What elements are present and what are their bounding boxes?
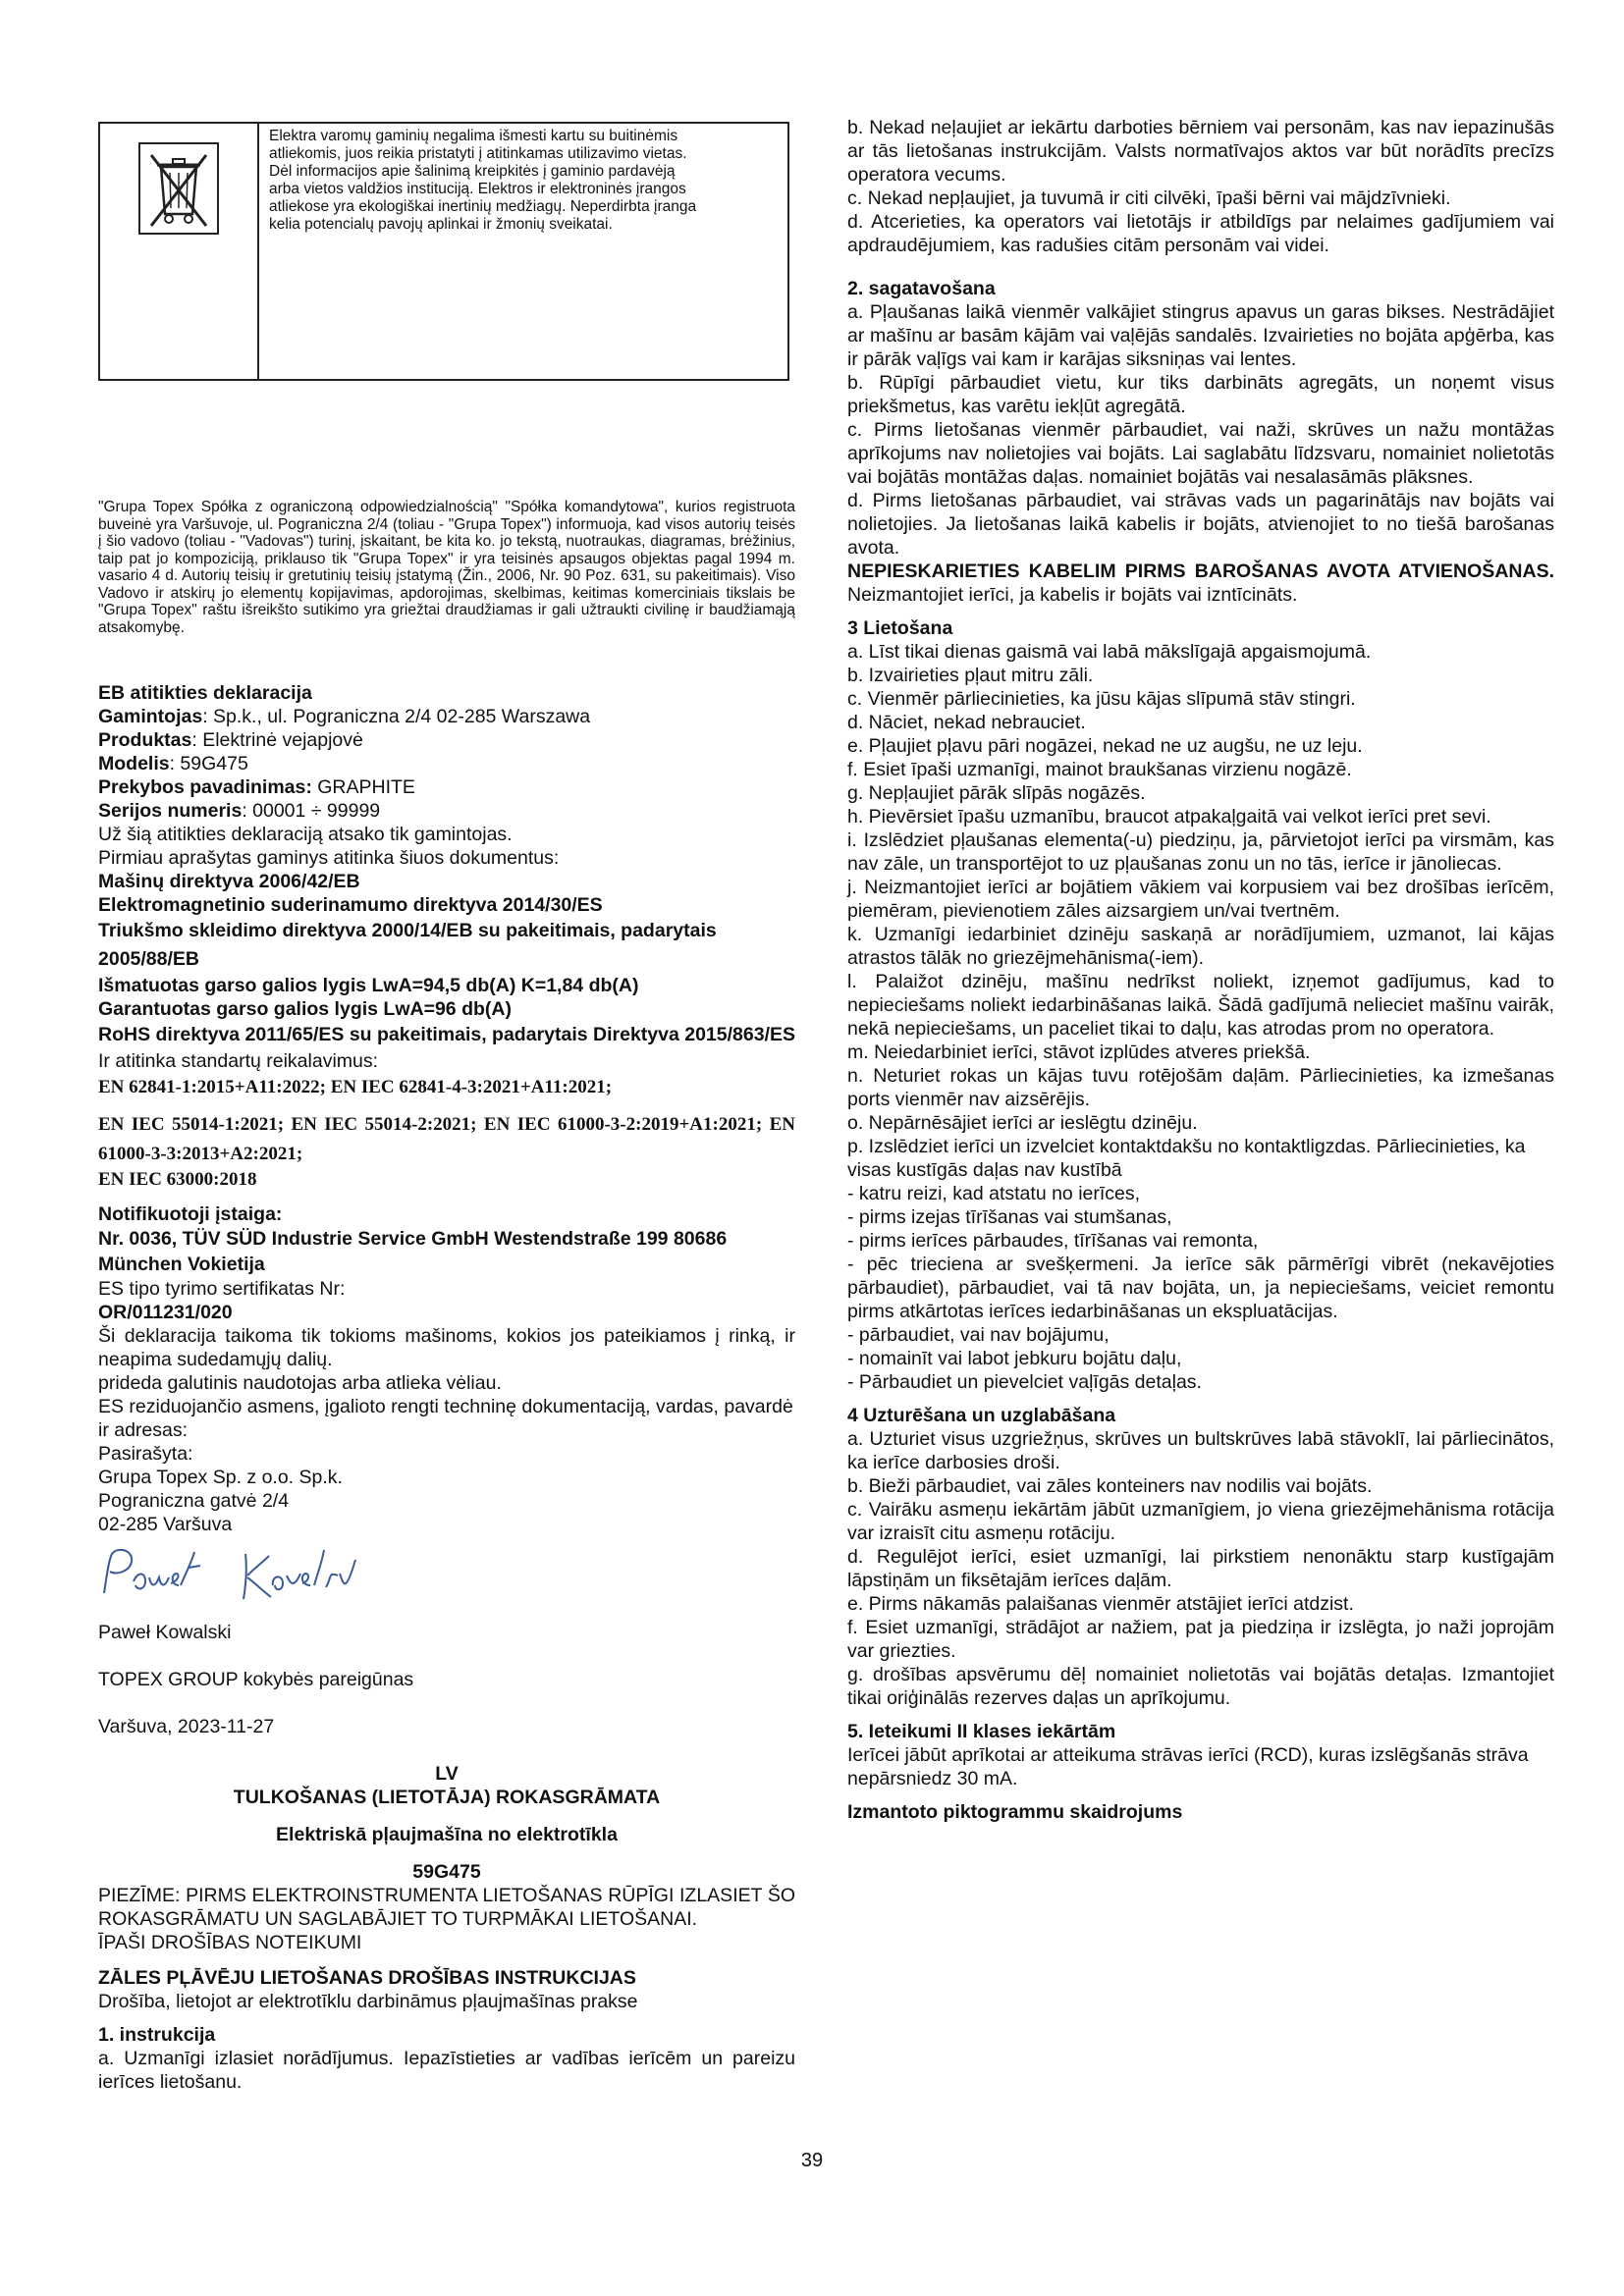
declaration-date: Varšuva, 2023-11-27 xyxy=(98,1716,275,1737)
section-3-item: e. Pļaujiet pļavu pāri nogāzei, nekad ne uz augšu, ne uz leju. xyxy=(847,735,1363,757)
directive-rohs: RoHS direktyva 2011/65/ES su pakeitimais, padarytais Direktyva 2015/863/ES xyxy=(98,1024,795,1045)
weee-line: atliekose yra ekologiškai inertinių medžiagų. Neperdirbta įranga xyxy=(269,198,697,215)
signed-label: Pasirašyta: xyxy=(98,1443,193,1465)
safety-subheading: Drošība, lietojot ar elektrotīklu darbināmus pļaujmašīnas prakse xyxy=(98,1991,638,2012)
section-1-item-b: b. Nekad neļaujiet ar iekārtu darboties bērniem vai personām, kas nav iepazinušās ar tās lietošanas instrukcijām. Valsts normatīvajos aktos var būt norādīts precīzs operatora vecums. xyxy=(847,117,1554,186)
weee-line: atliekomis, juos reikia pristatyti į atitinkamas utilizavimo vietas. xyxy=(269,145,687,162)
section-3-heading: 3 Lietošana xyxy=(847,617,953,639)
weee-line: Dėl informacijos apie šalinimą kreipkitės į gaminio pardavėją xyxy=(269,163,676,180)
weee-notice-text xyxy=(259,124,787,379)
section-3-bullet: - katru reizi, kad atstatu no ierīces, xyxy=(847,1183,1141,1204)
section-1-item-a: a. Uzmanīgi izlasiet norādījumus. Iepazīstieties ar vadības ierīcēm un pareizu ierīces lietošanu. xyxy=(98,2048,795,2093)
crossed-out-bin-icon xyxy=(100,124,259,379)
section-3-item: a. Līst tikai dienas gaismā vai labā mākslīgajā apgaismojumā. xyxy=(847,641,1372,663)
section-3-item: d. Nāciet, nekad nebrauciet. xyxy=(847,712,1086,733)
signer-role: TOPEX GROUP kokybės pareigūnas xyxy=(98,1669,414,1690)
address-line: Grupa Topex Sp. z o.o. Sp.k. xyxy=(98,1467,343,1488)
manual-title: TULKOŠANAS (LIETOTĀJA) ROKASGRĀMATA xyxy=(233,1787,661,1808)
pictogram-heading: Izmantoto piktogrammu skaidrojums xyxy=(847,1801,1183,1823)
section-3-item: j. Neizmantojiet ierīci ar bojātiem vākiem vai korpusiem vai bez drošības ierīcēm, piemēram, pievienotiem zāles aizsargiem un/vai tvertnēm. xyxy=(847,877,1554,922)
cable-warning-bold: NEPIESKARIETIES KABELIM PIRMS BAROŠANAS AVOTA ATVIENOŠANAS. xyxy=(847,561,1554,582)
notified-body: Nr. 0036, TÜV SÜD Industrie Service GmbH Westendstraße 199 80686 München Vokietija xyxy=(98,1228,728,1275)
copyright-notice: "Grupa Topex Spółka z ograniczoną odpowiedzialnością" "Spółka komandytowa", kurios registruota buveinė yra Varšuvoje, ul. Pograniczna 2/4 (toliau - "Grupa Topex") informuoja, kad visos autorių teisės į šio vadovo (toliau - "Vadovas") turinį, įskaitant, be kita ko. jo tekstą, nuotraukas, diagramas, brėžinius, taip pat jo kompoziciją, priklauso tik "Grupa Topex" ir yra teisinės apsaugos objektas pagal 1994 m. vasario 4 d. Autorių teisių ir gretutinių teisių įstatymą (Žin., 2006, Nr. 90 Poz. 631, su pakeitimais). Viso Vadovo ir atskirų jo elementų kopijavimas, apdorojimas, skelbimas, keitimas komerciniais tikslais be "Grupa Topex" raštu išreikšto sutikimo yra griežtai draudžiamas ir gali užtraukti civilinę ir baudžiamąją atsakomybę. xyxy=(98,499,795,636)
standards-list-2: EN IEC 55014-1:2021; EN IEC 55014-2:2021; EN IEC 61000-3-2:2019+A1:2021; EN 61000-3-3:2013+A2:2021; xyxy=(98,1114,795,1164)
handwritten-signature xyxy=(98,1542,795,1611)
section-3-bullet: - Pārbaudiet un pievelciet vaļīgās detaļas. xyxy=(847,1371,1202,1393)
section-2-item-c: c. Pirms lietošanas vienmēr pārbaudiet, vai naži, skrūves un nažu montāžas aprīkojums nav nolietojies vai bojāts. Lai saglabātu līdzsvaru, nomainiet nolietotās vai bojātās montāžas daļas. nomainiet bojātās vai nesalasāmās plāksnes. xyxy=(847,419,1554,488)
serial-line xyxy=(98,799,795,823)
section-4-item: g. drošības apsvērumu dēļ nomainiet nolietotās vai bojātās detaļas. Izmantojiet tikai oriģinālās rezerves daļas un aprīkojumu. xyxy=(847,1664,1554,1709)
section-3-item: f. Esiet īpaši uzmanīgi, mainot braukšanas virzienu nogāzē. xyxy=(847,759,1352,780)
trade-name-label: Prekybos pavadinimas: xyxy=(98,776,312,798)
section-4-heading: 4 Uzturēšana un uzglabāšana xyxy=(847,1405,1116,1426)
section-3-item: i. Izslēdziet pļaušanas elementa(-u) piedziņu, ja, pārvietojot ierīci pa virsmām, kas nav zāle, un transportējot to uz pļaušanas zonu un no tās, ierīce ir jānoliecas. xyxy=(847,829,1554,875)
manual-subtitle: Elektriskā pļaujmašīna no elektrotīkla xyxy=(276,1824,618,1845)
section-1-item-c: c. Nekad nepļaujiet, ja tuvumā ir citi cilvēki, īpaši bērni vai mājdzīvnieki. xyxy=(847,187,1451,209)
standards-list-3: EN IEC 63000:2018 xyxy=(98,1169,257,1190)
product-line xyxy=(98,728,795,752)
address-line: Pograniczna gatvė 2/4 xyxy=(98,1490,290,1512)
section-2-item-d: d. Pirms lietošanas pārbaudiet, vai strāvas vads un pagarinātājs nav bojāts vai nolietojies. Ja lietošanas laikā kabelis ir bojāts, atvienojiet to no tiešā barošanas avota. xyxy=(847,490,1554,559)
directive-emc: Elektromagnetinio suderinamumo direktyva 2014/30/ES xyxy=(98,894,603,916)
directive-noise: Triukšmo skleidimo direktyva 2000/14/EB su pakeitimais, padarytais 2005/88/EB xyxy=(98,920,717,970)
serial-label: Serijos numeris xyxy=(98,800,243,822)
section-1-heading: 1. instrukcija xyxy=(98,2024,216,2046)
section-1-item-d: d. Atcerieties, ka operators vai lietotājs ir atbildīgs par nelaimes gadījumiem vai apdraudējumiem, kas radušies citām personām vai videi. xyxy=(847,211,1554,256)
section-4-item: f. Esiet uzmanīgi, strādājot ar nažiem, pat ja piedziņa ir izslēgta, jo naži joprojām var griezties. xyxy=(847,1617,1554,1662)
safety-heading: ZĀLES PĻĀVĒJU LIETOŠANAS DROŠĪBAS INSTRUKCIJAS xyxy=(98,1967,636,1989)
section-3-item: k. Uzmanīgi iedarbiniet dzinēju saskaņā ar norādījumiem, uzmanot, lai kājas atrastos tālāk no griezējmehānisma(-iem). xyxy=(847,924,1554,969)
section-5-heading: 5. Ieteikumi II klases iekārtām xyxy=(847,1721,1116,1742)
section-4-item: d. Regulējot ierīci, esiet uzmanīgi, lai pirkstiem nenonāktu starp kustīgajām lāpstiņām un fiksētajām ierīces daļām. xyxy=(847,1546,1554,1591)
scope-text-2: prideda galutinis naudotojas arba atlieka vėliau. xyxy=(98,1372,502,1394)
section-4-item: c. Vairāku asmeņu iekārtām jābūt uzmanīgiem, jo viena griezējmehānisma rotācija var izraisīt citu asmeņu rotāciju. xyxy=(847,1499,1554,1544)
section-3-bullet: - nomainīt vai labot jebkuru bojātu daļu, xyxy=(847,1348,1182,1369)
language-code: LV xyxy=(435,1763,459,1785)
manufacturer-label: Gamintojas xyxy=(98,706,203,727)
section-3-item: p. Izslēdziet ierīci un izvelciet kontaktdakšu no kontaktligzdas. Pārliecinieties, ka visas kustīgās daļas nav kustībā xyxy=(847,1136,1526,1181)
weee-line: kelia potencialų pavojų aplinkai ir žmonių sveikatai. xyxy=(269,216,613,233)
cable-warning-rest: Neizmantojiet ierīci, ja kabelis ir bojāts vai izntīcināts. xyxy=(847,584,1298,606)
section-3-item: g. Nepļaujiet pārāk slīpās nogāzēs. xyxy=(847,782,1146,804)
manufacturer-value: : Sp.k., ul. Pograniczna 2/4 02-285 Warszawa xyxy=(202,706,591,727)
manual-model: 59G475 xyxy=(412,1861,481,1883)
special-safety-rules: ĪPAŠI DROŠĪBAS NOTEIKUMI xyxy=(98,1932,362,1953)
standards-intro: Ir atitinka standartų reikalavimus: xyxy=(98,1050,379,1072)
manufacturer-line xyxy=(98,705,795,728)
model-line xyxy=(98,752,795,775)
responsibility-text: Už šią atitikties deklaraciją atsako tik gamintojas. xyxy=(98,824,513,845)
important-note: PIEZĪME: PIRMS ELEKTROINSTRUMENTA LIETOŠANAS RŪPĪGI IZLASIET ŠO ROKASGRĀMATU UN SAGLABĀJIET TO TURPMĀKAI LIETOŠANAI. xyxy=(98,1885,795,1930)
guaranteed-sound-level: Garantuotas garso galios lygis LwA=96 db(A) xyxy=(98,998,512,1020)
section-3-item: l. Palaižot dzinēju, mašīnu nedrīkst noliekt, izņemot gadījumus, kad to nepieciešams noliekt iedarbināšanas laikā. Šādā gadījumā nelieciet mašīnu vairāk, nekā nepieciešams, un paceliet tikai to daļu, kas atrodas prom no operatora. xyxy=(847,971,1554,1040)
section-4-item: e. Pirms nākamās palaišanas vienmēr atstājiet ierīci atdzist. xyxy=(847,1593,1354,1615)
scope-text: Ši deklaracija taikoma tik tokioms mašinoms, kokios jos pateikiamos į rinką, ir neapima sudedamųjų dalių. xyxy=(98,1325,795,1370)
section-3-item: m. Neiedarbiniet ierīci, stāvot izplūdes atveres priekšā. xyxy=(847,1041,1311,1063)
section-3-item: c. Vienmēr pārliecinieties, ka jūsu kājas slīpumā stāv stingri. xyxy=(847,688,1356,710)
notified-body-heading: Notifikuotoji įstaiga: xyxy=(98,1203,283,1225)
product-value: : Elektrinė vejapjovė xyxy=(191,729,363,751)
section-3-bullet: - pēc trieciena ar svešķermeni. Ja ierīce sāk pārmērīgi vibrēt (nekavējoties pārbaudiet), pārbaudiet, vai tā nav bojāta, un, ja nepieciešams, veiciet remontu pirms atkārtotas ierīces iedarbināšanas un ekspluatācijas. xyxy=(847,1254,1554,1322)
directive-machinery: Mašinų direktyva 2006/42/EB xyxy=(98,871,360,892)
section-3-bullet: - pārbaudiet, vai nav bojājumu, xyxy=(847,1324,1110,1346)
section-3-bullet: - pirms izejas tīrīšanas vai stumšanas, xyxy=(847,1206,1172,1228)
right-column xyxy=(847,116,1554,1824)
standards-list-1: EN 62841-1:2015+A11:2022; EN IEC 62841-4-3:2021+A11:2021; xyxy=(98,1077,613,1097)
certificate-number: OR/011231/020 xyxy=(98,1302,233,1323)
weee-line: arba vietos valdžios instituciją. Elektros ir elektroninės įrangos xyxy=(269,181,686,197)
section-3-item: h. Pievērsiet īpašu uzmanību, braucot atpakaļgaitā vai velkot ierīci pret sevi. xyxy=(847,806,1491,828)
model-label: Modelis xyxy=(98,753,170,774)
section-2-item-a: a. Pļaušanas laikā vienmēr valkājiet stingrus apavus un garas bikses. Nestrādājiet ar mašīnu ar basām kājām vai vaļējās sandalēs. Izvairieties no bojāta apģērba, kas ir pārāk vaļīgs vai kam ir karājas siksniņas vai lentes. xyxy=(847,301,1554,370)
section-2-item-b: b. Rūpīgi pārbaudiet vietu, kur tiks darbināts agregāts, un noņemt visus priekšmetus, kas varētu iekļūt agregātā. xyxy=(847,372,1554,417)
trade-name-line xyxy=(98,775,795,799)
weee-notice-box xyxy=(98,122,789,381)
section-3-bullet: - pirms ierīces pārbaudes, tīrīšanas vai remonta, xyxy=(847,1230,1259,1252)
conformity-intro: Pirmiau aprašytas gaminys atitinka šiuos dokumentus: xyxy=(98,847,560,869)
section-3-item: b. Izvairieties pļaut mitru zāli. xyxy=(847,665,1094,686)
section-3-item: o. Nepārnēsājiet ierīci ar ieslēgtu dzinēju. xyxy=(847,1112,1198,1134)
section-4-item: a. Uzturiet visus uzgriežņus, skrūves un bultskrūves labā stāvoklī, lai pārliecinātos, ka ierīce darbosies droši. xyxy=(847,1428,1554,1473)
serial-value: : 00001 ÷ 99999 xyxy=(242,800,381,822)
model-value: : 59G475 xyxy=(169,753,248,774)
section-5-text: Ierīcei jābūt aprīkotai ar atteikuma strāvas ierīci (RCD), kuras izslēgšanās strāva nepārsniedz 30 mA. xyxy=(847,1744,1529,1789)
section-2-heading: 2. sagatavošana xyxy=(847,278,996,299)
weee-line: Elektra varomų gaminių negalima išmesti kartu su buitinėmis xyxy=(269,128,678,144)
certificate-label: ES tipo tyrimo sertifikatas Nr: xyxy=(98,1278,346,1300)
declaration-heading: EB atitikties deklaracija xyxy=(98,682,312,704)
es-resident-text: ES reziduojančio asmens, įgalioto rengti techninę dokumentaciją, vardas, pavardė ir adresas: xyxy=(98,1396,793,1441)
section-3-item: n. Neturiet rokas un kājas tuvu rotējošām daļām. Pārliecinieties, ka izmešanas ports vienmēr nav aizsērējis. xyxy=(847,1065,1554,1110)
page-number: 39 xyxy=(800,2150,824,2171)
left-column xyxy=(98,116,795,2094)
signer-name: Paweł Kowalski xyxy=(98,1622,232,1643)
address-line: 02-285 Varšuva xyxy=(98,1514,233,1535)
section-4-item: b. Bieži pārbaudiet, vai zāles konteiners nav nodilis vai bojāts. xyxy=(847,1475,1373,1497)
cable-warning xyxy=(847,560,1554,607)
product-label: Produktas xyxy=(98,729,192,751)
trade-name-value: GRAPHITE xyxy=(311,776,415,798)
measured-sound-level: Išmatuotas garso galios lygis LwA=94,5 db(A) K=1,84 db(A) xyxy=(98,975,639,996)
